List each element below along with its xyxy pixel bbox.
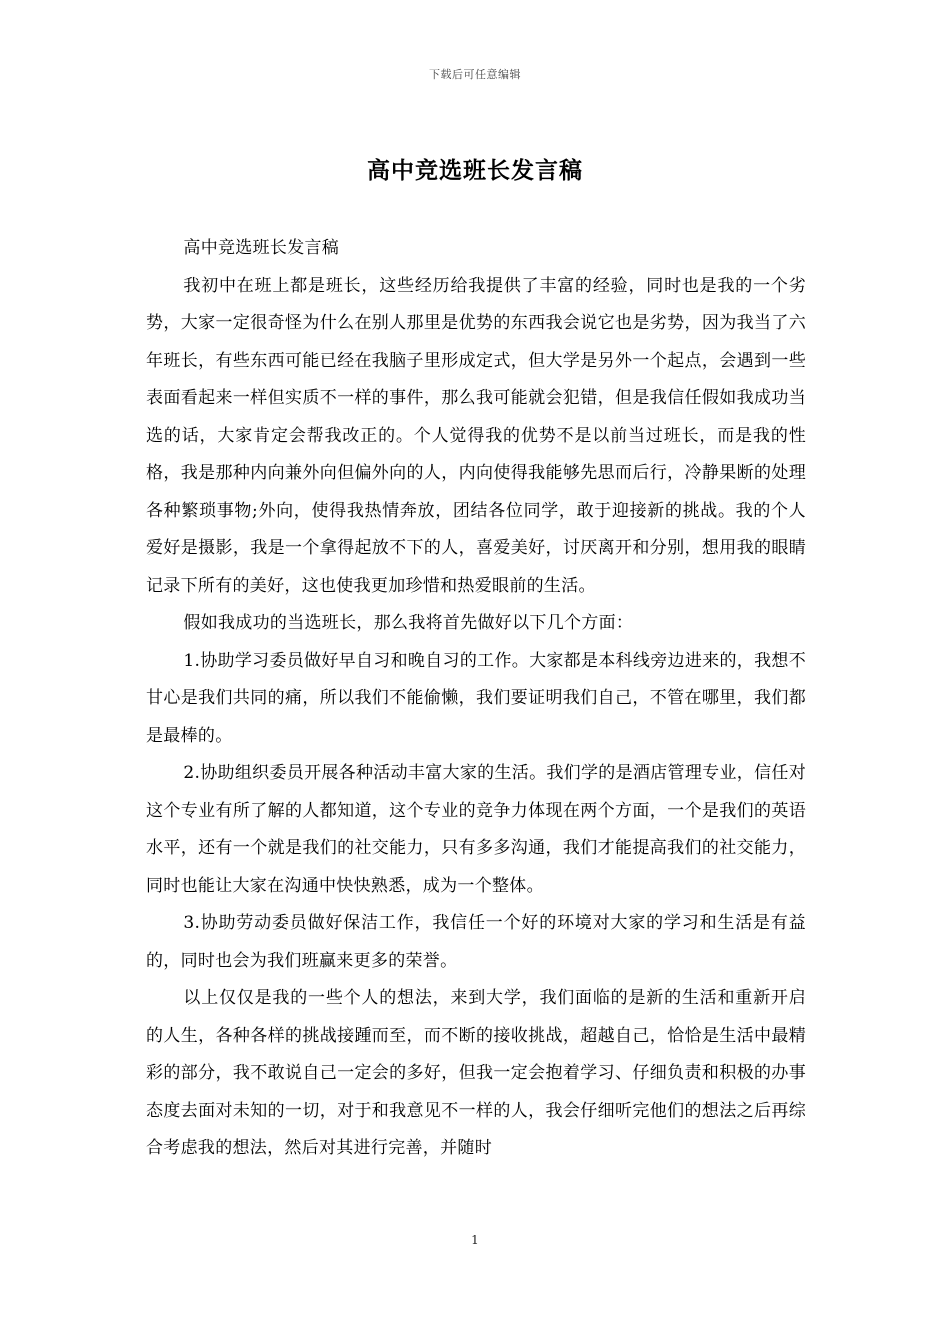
document-title: 高中竞选班长发言稿 [367,157,583,184]
body-paragraph-item-1: 1.协助学习委员做好早自习和晚自习的工作。大家都是本科线旁边进来的，我想不甘心是我们共同的痛，所以我们不能偷懒，我们要证明我们自己，不管在哪里，我们都是最棒的。 [146,650,806,746]
body-paragraph-item-3: 3.协助劳动委员做好保洁工作，我信任一个好的环境对大家的学习和生活是有益的，同时也会为我们班赢来更多的荣誉。 [146,913,806,971]
body-paragraph-subtitle: 高中竞选班长发言稿 [183,238,340,258]
body-paragraph-plan-intro: 假如我成功的当选班长，那么我将首先做好以下几个方面： [183,613,634,633]
body-paragraph-intro: 我初中在班上都是班长，这些经历给我提供了丰富的经验，同时也是我的一个劣势，大家一定很奇怪为什么在别人那里是优势的东西我会说它也是劣势，因为我当了六年班长，有些东西可能已经在我脑子里形成定式，但大学是另外一个起点，会遇到一些表面看起来一样但实质不一样的事件，那么我可能就会犯错，但是我信任假如我成功当选的话，大家肯定会帮我改正的。个人觉得我的优势不是以前当过班长，而是我的性格，我是那种内向兼外向但偏外向的人，内向使得我能够先思而后行，冷静果断的处理各种繁琐事物;外向，使得我热情奔放，团结各位同学，敢于迎接新的挑战。我的个人爱好是摄影，我是一个拿得起放不下的人，喜爱美好，讨厌离开和分别，想用我的眼睛记录下所有的美好，这也使我更加珍惜和热爱眼前的生活。 [146,275,806,596]
page-number: 1 [471,1233,479,1247]
body-paragraph-item-2: 2.协助组织委员开展各种活动丰富大家的生活。我们学的是酒店管理专业，信任对这个专业有所了解的人都知道，这个专业的竞争力体现在两个方面，一个是我们的英语水平，还有一个就是我们的社交能力，只有多多沟通，我们才能提高我们的社交能力，同时也能让大家在沟通中快快熟悉，成为一个整体。 [146,763,806,896]
body-paragraph-conclusion: 以上仅仅是我的一些个人的想法，来到大学，我们面临的是新的生活和重新开启的人生，各种各样的挑战接踵而至，而不断的接收挑战，超越自己，恰恰是生活中最精彩的部分，我不敢说自己一定会的多好，但我一定会抱着学习、仔细负责和积极的办事态度去面对未知的一切，对于和我意见不一样的人，我会仔细听完他们的想法之后再综合考虑我的想法，然后对其进行完善，并随时 [146,988,806,1158]
page-header-note: 下载后可任意编辑 [429,68,521,81]
document-body [146,230,806,1168]
